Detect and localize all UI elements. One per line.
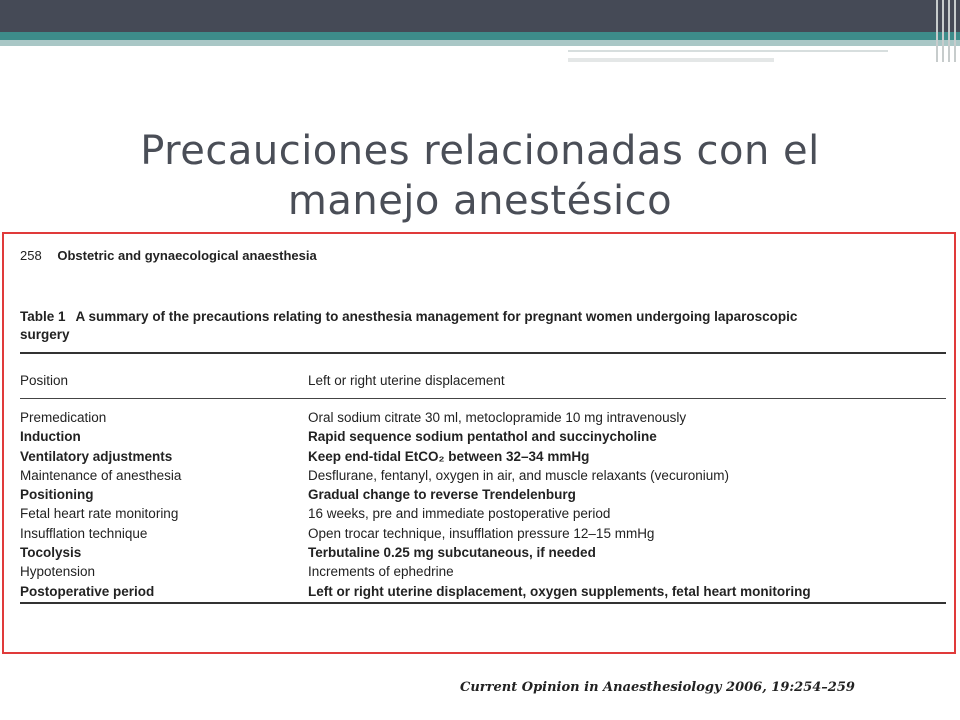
table-cell-precaution: 16 weeks, pre and immediate postoperative period [308, 506, 611, 522]
table-label: Table 1 [20, 309, 66, 324]
slide-title-line1: Precauciones relacionadas con el [140, 128, 820, 174]
table-top-rule [20, 352, 946, 354]
table-row [20, 524, 946, 543]
table-image-frame [2, 232, 956, 654]
table-row [20, 466, 946, 485]
table-header-right: Left or right uterine displacement [308, 373, 505, 388]
table-row [20, 447, 946, 466]
table-cell-precaution: Desflurane, fentanyl, oxygen in air, and muscle relaxants (vecuronium) [308, 467, 729, 483]
page-number: 258 [20, 248, 42, 263]
table-cell-precaution: Keep end-tidal EtCO₂ between 32–34 mmHg [308, 448, 590, 464]
table-row [20, 562, 946, 581]
table-cell-item: Induction [20, 429, 81, 445]
table-cell-item: Premedication [20, 410, 107, 425]
top-bar-teal-light [0, 40, 960, 46]
table-cell-item: Hypotension [20, 564, 96, 580]
table-cell-item: Postoperative period [20, 583, 155, 599]
table-caption-line2: surgery [20, 327, 70, 342]
citation: Current Opinion in Anaesthesiology 2006, 19:254–259 [460, 680, 855, 695]
corner-decoration [932, 0, 960, 62]
table-cell-item: Fetal heart rate monitoring [20, 506, 179, 522]
table-cell-item: Maintenance of anesthesia [20, 467, 182, 483]
table-cell-precaution: Rapid sequence sodium pentathol and succinycholine [308, 429, 657, 445]
table-caption-line1: A summary of the precautions relating to anesthesia management for pregnant women undergoing laparoscopic [75, 309, 798, 324]
table-cell-precaution: Increments of ephedrine [308, 564, 454, 580]
table-header-rule [20, 398, 946, 399]
table-bottom-rule [20, 602, 946, 604]
table-row [20, 582, 946, 601]
table-row [20, 408, 946, 427]
slide-title [60, 126, 900, 226]
table-cell-item: Ventilatory adjustments [20, 448, 173, 464]
decor-line [568, 50, 888, 52]
page-header [20, 248, 317, 263]
table-cell-item: Insufflation technique [20, 525, 148, 541]
table-row [20, 427, 946, 446]
page-section-title: Obstetric and gynaecological anaesthesia [57, 248, 317, 263]
table-cell-item: Positioning [20, 487, 94, 503]
table-cell-precaution: Open trocar technique, insufflation pressure 12–15 mmHg [308, 525, 655, 541]
table-header-left: Position [20, 373, 69, 388]
table-body [20, 408, 946, 601]
table-row [20, 543, 946, 562]
table-row [20, 504, 946, 523]
table-cell-precaution: Terbutaline 0.25 mg subcutaneous, if needed [308, 545, 596, 561]
table-row [20, 485, 946, 504]
table-cell-precaution: Gradual change to reverse Trendelenburg [308, 487, 576, 503]
table-caption [20, 308, 940, 344]
table-cell-item: Tocolysis [20, 545, 82, 561]
table-cell-precaution: Oral sodium citrate 30 ml, metoclopramide 10 mg intravenously [308, 410, 687, 425]
table-cell-precaution: Left or right uterine displacement, oxygen supplements, fetal heart monitoring [308, 583, 811, 599]
top-bar-dark [0, 0, 960, 32]
top-bar-teal [0, 32, 960, 40]
decor-line [568, 58, 774, 62]
slide-title-line2: manejo anestésico [287, 178, 673, 224]
